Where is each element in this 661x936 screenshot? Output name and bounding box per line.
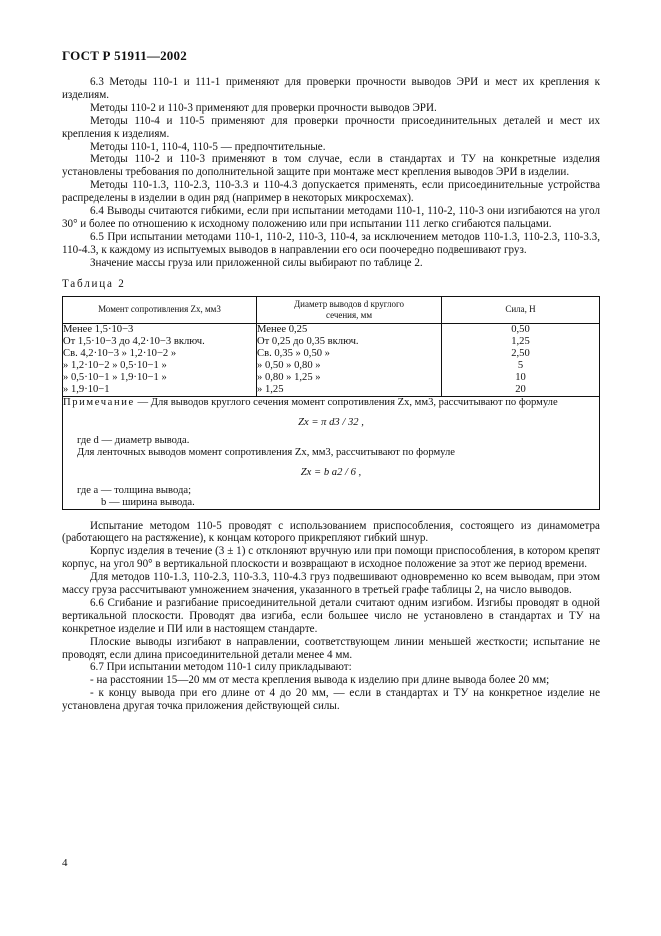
- list-item: - на расстоянии 15—20 мм от места крепления вывода к изделию при длине вывода более 20 мм;: [90, 674, 550, 687]
- diameter-value: » 1,25: [257, 383, 284, 395]
- page-number: 4: [62, 857, 68, 869]
- paragraph: Методы 110-2 и 110-3 применяют в том случае, если в стандартах и ТУ на конкретные изделия установлены требования по дополнительной защите при монтаже мест крепления выводов ЭРИ в изделии.: [62, 153, 600, 179]
- paragraph: Корпус изделия в течение (3 ± 1) с отклоняют вручную или при помощи приспособления, в котором крепят корпус, на угол 90° в вертикальной плоскости и возвращают в исходное положение за этот же период времени.: [62, 545, 600, 571]
- paragraph: Методы 110-1.3, 110-2.3, 110-3.3 и 110-4.3 допускается применять, если присоединительные устройства распределены в изделии в один ряд (например в некоторых микросхемах).: [62, 179, 600, 205]
- table-header-row: [63, 296, 600, 323]
- note-where-2b: b — ширина вывода.: [101, 496, 195, 508]
- note-text-1: — Для выводов круглого сечения момент сопротивления Zx, мм3, рассчитывают по формуле: [137, 396, 558, 408]
- diameter-value: От 0,25 до 0,35 включ.: [257, 335, 359, 347]
- note-text: [63, 397, 599, 409]
- table-note: [63, 396, 600, 509]
- paragraph: 6.6 Сгибание и разгибание присоединительной детали считают одним изгибом. Изгибы проводят в одной вертикальной плоскости. Проводят два изгиба, если большее число не установлено в стандартах и ТУ на конкретное изделие и ПИ или в настоящем стандарте.: [62, 596, 600, 635]
- moment-value: » 1,9·10−1: [63, 383, 110, 395]
- formula-ribbon: Zx = b a2 / 6 ,: [300, 466, 362, 478]
- table-2: [62, 296, 600, 510]
- diameter-value: » 0,50 » 0,80 »: [257, 359, 321, 371]
- document-header: ГОСТ Р 51911—2002: [62, 48, 187, 63]
- force-column: [442, 323, 600, 396]
- force-value: 5: [517, 359, 524, 371]
- note-where-1: где d — диаметр вывода.: [77, 434, 190, 446]
- note-lead: Примечание: [63, 396, 135, 408]
- force-value: 10: [515, 371, 526, 383]
- moment-value: Менее 1,5·10−3: [63, 323, 134, 335]
- diameter-value: Менее 0,25: [257, 323, 308, 335]
- paragraph: Методы 110-1, 110-4, 110-5 — предпочтительные.: [90, 140, 326, 153]
- force-value: 2,50: [511, 347, 530, 359]
- note-text-2: Для ленточных выводов момент сопротивления Zx, мм3, рассчитывают по формуле: [77, 446, 455, 458]
- paragraph: Испытание методом 110-5 проводят с использованием приспособления, состоящего из динамометра (работающего на растяжение), к концам которого прикрепляют гибкий шнур.: [62, 519, 600, 545]
- table-note-row: [63, 396, 600, 509]
- paragraph: 6.7 При испытании методом 110-1 силу прикладывают:: [90, 661, 352, 674]
- paragraph: 6.3 Методы 110-1 и 111-1 применяют для проверки прочности выводов ЭРИ и мест их крепления к изделиям.: [62, 76, 600, 101]
- moment-value: Св. 4,2·10−3 » 1,2·10−2 »: [63, 347, 177, 359]
- table-data-row: [63, 323, 600, 396]
- diameter-value: » 0,80 » 1,25 »: [257, 371, 321, 383]
- paragraph: Плоские выводы изгибают в направлении, соответствующем линии меньшей жесткости; испытание не проводят, если длина присоединительной детали менее 4 мм.: [62, 635, 600, 661]
- header-force: Сила, Н: [442, 296, 600, 323]
- paragraph: Значение массы груза или приложенной силы выбирают по таблице 2.: [90, 256, 423, 269]
- header-moment: Момент сопротивления Zx, мм3: [63, 296, 257, 323]
- diameter-value: Св. 0,35 » 0,50 »: [257, 347, 330, 359]
- diameter-column: [257, 323, 442, 396]
- paragraph: Методы 110-4 и 110-5 применяют для проверки прочности присоединительных деталей и мест их крепления к изделиям.: [62, 114, 600, 140]
- document-body: [62, 76, 600, 713]
- paragraph: Для методов 110-1.3, 110-2.3, 110-3.3, 110-4.3 груз подвешивают одновременно ко всем выводам, при этом массу груза рассчитывают умножением значения, указанного в третьей графе таблицы 2, на число выводов.: [62, 571, 600, 597]
- paragraph: Методы 110-2 и 110-3 применяют для проверки прочности выводов ЭРИ.: [90, 101, 437, 114]
- header-diameter-line2: сечения, мм: [325, 309, 373, 320]
- force-value: 0,50: [511, 323, 530, 335]
- formula-round: Zx = π d3 / 32 ,: [298, 416, 364, 428]
- moment-value: От 1,5·10−3 до 4,2·10−3 включ.: [63, 335, 205, 347]
- force-value: 20: [515, 383, 526, 395]
- table-caption: Таблица 2: [62, 277, 126, 290]
- force-value: 1,25: [511, 335, 530, 347]
- note-where-2a: где a — толщина вывода;: [77, 484, 192, 496]
- moment-column: [63, 323, 257, 396]
- paragraph: 6.4 Выводы считаются гибкими, если при испытании методами 110-1, 110-2, 110-3 они изгибаются на угол 30° и более по отношению к исходному положению или при испытании 111 легко сгибаются пальцами.: [62, 205, 600, 230]
- moment-value: » 1,2·10−2 » 0,5·10−1 »: [63, 359, 167, 371]
- list-item: - к концу вывода при его длине от 4 до 20 мм, — если в стандартах и ТУ на конкретное изделие не установлена другая точка приложения действующей силы.: [62, 687, 600, 713]
- header-diameter: [257, 296, 442, 323]
- paragraph: 6.5 При испытании методами 110-1, 110-2, 110-3, 110-4, за исключением методов 110-1.3, 110-2.3, 110-3.3, 110-4.3, к каждому из испытуемых выводов в направлении его оси поочередно подвешивают груз.: [62, 230, 600, 256]
- moment-value: » 0,5·10−1 » 1,9·10−1 »: [63, 371, 167, 383]
- header-diameter-line1: Диаметр выводов d круглого: [294, 298, 404, 309]
